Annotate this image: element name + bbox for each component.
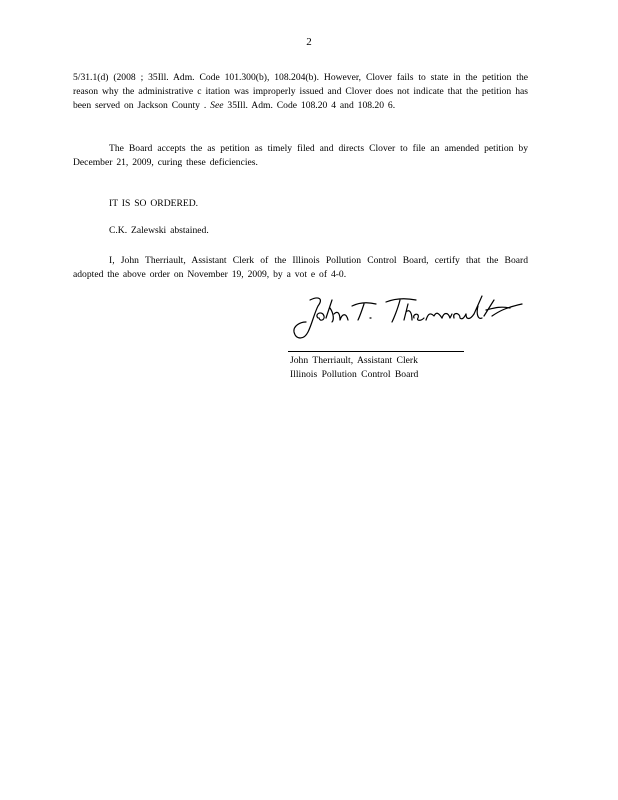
abstention-statement: C.K. Zalewski abstained. xyxy=(109,225,209,236)
clerk-certification: I, John Therriault, Assistant Clerk of the Illinois Pollution Control Board, certify that the Board adopted the above order on November 19, 2009, by a vot e of 4-0. xyxy=(73,255,528,280)
paragraph-text-part: 5/31.1(d) (2008 ; 35Ill. Adm. Code 101.300(b), 108.204(b). However, Clover fails to state in the petition the reason why the administrative c itation was improperly issued and Clover does not indicate that the petition has been served on Jackson County . xyxy=(73,72,528,111)
handwritten-signature-image xyxy=(288,288,528,344)
page-number: 2 xyxy=(306,36,312,48)
paragraph-text-part: 35Ill. Adm. Code 108.20 4 and 108.20 6. xyxy=(223,100,396,111)
so-ordered-statement: IT IS SO ORDERED. xyxy=(109,198,199,209)
signatory-name: John Therriault, Assistant Clerk xyxy=(290,355,418,366)
see-citation-signal: See xyxy=(210,100,224,111)
paragraph-petition-deficiencies xyxy=(73,71,528,113)
signatory-organization: Illinois Pollution Control Board xyxy=(290,369,419,380)
signature-line xyxy=(288,351,464,352)
paragraph-board-accepts: The Board accepts the as petition as timely filed and directs Clover to file an amended petition by December 21, 2009, curing these deficiencies. xyxy=(73,143,528,168)
